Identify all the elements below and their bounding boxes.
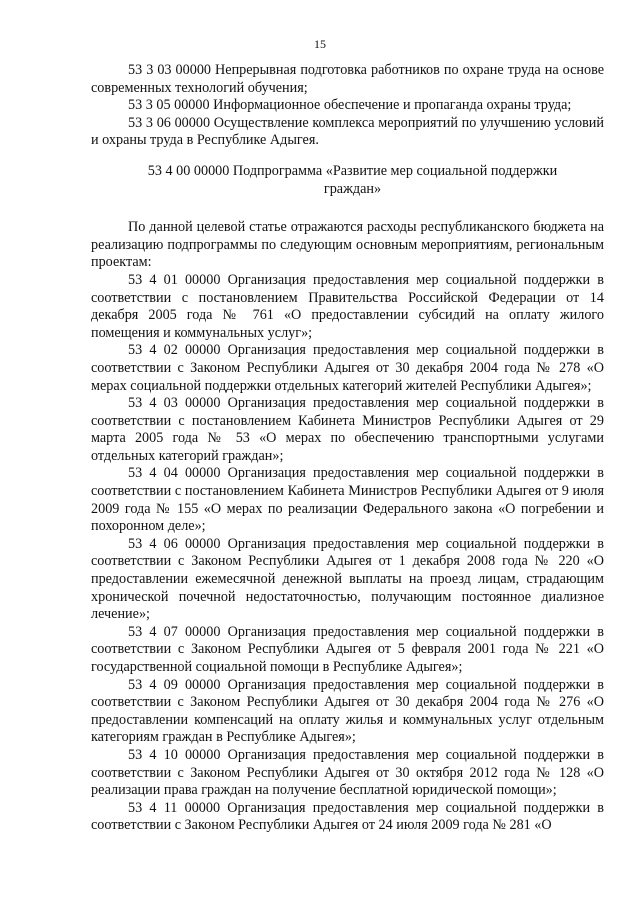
paragraph-item: 53 4 01 00000 Организация предоставления мер социальной поддержки в соответствии с постановлением Правительства Российской Федерации от 14 декабря 2005 года № 761 «О предоставлении субсидий на оплату жилого помещения и коммунальных услуг»; [91,271,604,341]
page-number: 15 [314,37,326,51]
paragraph-item: 53 4 06 00000 Организация предоставления мер социальной поддержки в соответствии с Законом Республики Адыгея от 1 декабря 2008 года № 220 «О предоставлении ежемесячной денежной выплаты на проезд лицам, страдающим хронической почечной недостаточностью, получающим постоянное диализное лечение»; [91,535,604,623]
subprogram-heading: 53 4 00 00000 Подпрограмма «Развитие мер социальной поддержки граждан» [147,162,558,197]
paragraph-item: 53 4 11 00000 Организация предоставления мер социальной поддержки в соответствии с Законом Республики Адыгея от 24 июля 2009 года № 281 «О [91,799,604,834]
paragraph-item: 53 4 02 00000 Организация предоставления мер социальной поддержки в соответствии с Законом Республики Адыгея от 30 декабря 2004 года № 278 «О мерах социальной поддержки отдельных категорий жителей Республики Адыгея»; [91,342,604,394]
intro-paragraph: По данной целевой статье отражаются расходы республиканского бюджета на реализацию подпрограммы по следующим основным мероприятиям, региональным проектам: [91,219,604,271]
paragraph-item: 53 4 03 00000 Организация предоставления мер социальной поддержки в соответствии с постановлением Кабинета Министров Республики Адыгея от 29 марта 2005 года № 53 «О мерах по обеспечению транспортными услугами отдельных категорий граждан»; [91,395,604,464]
paragraph-item: 53 4 10 00000 Организация предоставления мер социальной поддержки в соответствии с Законом Республики Адыгея от 30 октября 2012 года № 128 «О реализации права граждан на получение бесплатной юридической помощи»; [91,746,604,799]
paragraph-top-item: 53 3 05 00000 Информационное обеспечение и пропаганда охраны труда; [128,97,572,114]
spacer [91,198,604,219]
paragraph-item: 53 4 07 00000 Организация предоставления мер социальной поддержки в соответствии с Законом Республики Адыгея от 5 февраля 2001 года № 221 «О государственной социальной помощи в Республике Адыгея»; [91,623,604,675]
paragraph-top-item: 53 3 06 00000 Осуществление комплекса мероприятий по улучшению условий и охраны труда в Республике Адыгея. [91,114,604,149]
document-body [91,62,604,835]
paragraph-top-item: 53 3 03 00000 Непрерывная подготовка работников по охране труда на основе современных технологий обучения; [91,62,604,96]
paragraph-item: 53 4 04 00000 Организация предоставления мер социальной поддержки в соответствии с постановлением Кабинета Министров Республики Адыгея от 9 июля 2009 года № 155 «О мерах по реализации Федерального закона «О погребении и похоронном деле»; [91,465,604,535]
paragraph-item: 53 4 09 00000 Организация предоставления мер социальной поддержки в соответствии с Законом Республики Адыгея от 30 декабря 2004 года № 276 «О предоставлении компенсаций на оплату жилья и коммунальных услуг отдельным категориям граждан в Республике Адыгея»; [91,676,604,746]
